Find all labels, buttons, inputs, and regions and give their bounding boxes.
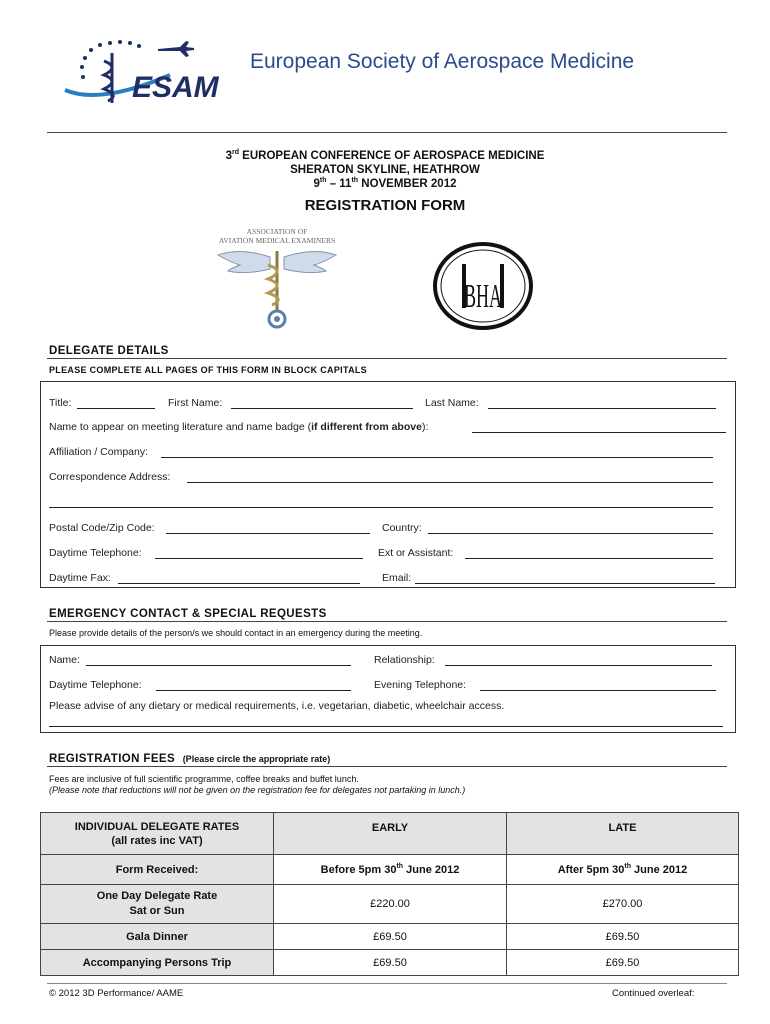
day-phone-label: Daytime Telephone: bbox=[49, 547, 142, 559]
affiliation-label: Affiliation / Company: bbox=[49, 446, 149, 458]
right-wing-icon bbox=[284, 251, 336, 272]
badge-name-label: Name to appear on meeting literature and name badge (if different from above): bbox=[49, 421, 429, 433]
caduceus-icon bbox=[268, 251, 285, 327]
country-field[interactable] bbox=[428, 533, 713, 534]
header-divider bbox=[47, 132, 727, 133]
emergency-name-label: Name: bbox=[49, 654, 80, 666]
delegate-instruction: PLEASE COMPLETE ALL PAGES OF THIS FORM IN BLOCK CAPITALS bbox=[49, 365, 367, 375]
footer-rule bbox=[47, 983, 727, 984]
early-price[interactable]: £69.50 bbox=[274, 950, 507, 976]
dietary-field[interactable] bbox=[49, 726, 723, 727]
postal-code-field[interactable] bbox=[166, 533, 370, 534]
evening-phone-field[interactable] bbox=[480, 690, 716, 691]
early-header: EARLY bbox=[274, 813, 507, 855]
conference-dates: 9th – 11th NOVEMBER 2012 bbox=[313, 177, 457, 190]
emergency-day-phone-label: Daytime Telephone: bbox=[49, 679, 142, 691]
title-label: Title: bbox=[49, 397, 72, 409]
first-name-label: First Name: bbox=[168, 397, 223, 409]
emergency-section-title: EMERGENCY CONTACT & SPECIAL REQUESTS bbox=[49, 608, 327, 620]
plane-icon bbox=[158, 41, 194, 57]
early-price[interactable]: £69.50 bbox=[274, 924, 507, 950]
email-field[interactable] bbox=[415, 583, 715, 584]
late-deadline: After 5pm 30th June 2012 bbox=[507, 855, 739, 885]
emergency-name-field[interactable] bbox=[86, 665, 351, 666]
early-deadline: Before 5pm 30th June 2012 bbox=[274, 855, 507, 885]
table-row bbox=[41, 924, 739, 950]
table-row bbox=[41, 950, 739, 976]
footer-continued: Continued overleaf: bbox=[612, 988, 695, 999]
fees-title-note: (Please circle the appropriate rate) bbox=[182, 754, 331, 764]
aame-line1: ASSOCIATION OF bbox=[246, 227, 308, 236]
fee-table bbox=[40, 812, 739, 976]
last-name-label: Last Name: bbox=[425, 397, 479, 409]
fees-note-2: (Please note that reductions will not be given on the registration fee for delegates not partaking in lunch.) bbox=[49, 785, 466, 795]
title-field[interactable] bbox=[77, 408, 155, 409]
left-wing-icon bbox=[218, 251, 270, 272]
rates-header-cell: INDIVIDUAL DELEGATE RATES (all rates inc VAT) bbox=[41, 813, 274, 855]
aame-logo bbox=[210, 225, 345, 330]
rate-label: Accompanying Persons Trip bbox=[41, 950, 274, 976]
country-label: Country: bbox=[382, 522, 422, 534]
ext-assistant-field[interactable] bbox=[465, 558, 713, 559]
late-price[interactable]: £69.50 bbox=[507, 950, 739, 976]
postal-code-label: Postal Code/Zip Code: bbox=[49, 522, 155, 534]
address-label: Correspondence Address: bbox=[49, 471, 171, 483]
bha-letters: BHA bbox=[464, 278, 503, 315]
conference-name: 3rd EUROPEAN CONFERENCE OF AEROSPACE MEDICINE bbox=[225, 149, 545, 162]
form-received-label: Form Received: bbox=[41, 855, 274, 885]
bha-logo bbox=[432, 242, 534, 330]
relationship-label: Relationship: bbox=[374, 654, 435, 666]
relationship-field[interactable] bbox=[445, 665, 712, 666]
ext-assistant-label: Ext or Assistant: bbox=[378, 547, 454, 559]
aame-line2: AVIATION MEDICAL EXAMINERS bbox=[218, 236, 336, 245]
form-received-row bbox=[41, 855, 739, 885]
fee-table-header-row bbox=[41, 813, 739, 855]
fax-label: Daytime Fax: bbox=[49, 572, 111, 584]
day-phone-field[interactable] bbox=[155, 558, 363, 559]
society-title: European Society of Aerospace Medicine bbox=[250, 50, 635, 73]
footer-copyright: © 2012 3D Performance/ AAME bbox=[49, 988, 184, 999]
esam-logo-text: ESAM bbox=[132, 71, 219, 104]
dietary-label: Please advise of any dietary or medical requirements, i.e. vegetarian, diabetic, wheelchair access. bbox=[49, 700, 505, 712]
fees-rule bbox=[47, 766, 727, 767]
rate-label: One Day Delegate Rate Sat or Sun bbox=[41, 885, 274, 924]
fax-field[interactable] bbox=[118, 583, 360, 584]
badge-name-field[interactable] bbox=[472, 432, 726, 433]
form-title: REGISTRATION FORM bbox=[304, 197, 466, 214]
emergency-day-phone-field[interactable] bbox=[156, 690, 351, 691]
conference-venue: SHERATON SKYLINE, HEATHROW bbox=[290, 164, 480, 176]
delegate-section-title: DELEGATE DETAILS bbox=[49, 345, 169, 357]
emergency-rule bbox=[47, 621, 727, 622]
late-price[interactable]: £270.00 bbox=[507, 885, 739, 924]
address-field-2[interactable] bbox=[49, 507, 713, 508]
delegate-rule bbox=[47, 358, 727, 359]
late-price[interactable]: £69.50 bbox=[507, 924, 739, 950]
emergency-instruction: Please provide details of the person/s we should contact in an emergency during the meeting. bbox=[49, 628, 423, 638]
table-row bbox=[41, 885, 739, 924]
rate-label: Gala Dinner bbox=[41, 924, 274, 950]
last-name-field[interactable] bbox=[488, 408, 716, 409]
first-name-field[interactable] bbox=[231, 408, 413, 409]
early-price[interactable]: £220.00 bbox=[274, 885, 507, 924]
address-field-1[interactable] bbox=[187, 482, 713, 483]
email-label: Email: bbox=[382, 572, 412, 584]
fees-note-1: Fees are inclusive of full scientific programme, coffee breaks and buffet lunch. bbox=[49, 774, 359, 784]
late-header: LATE bbox=[507, 813, 739, 855]
fees-section-title: REGISTRATION FEES (Please circle the appropriate rate) bbox=[49, 753, 331, 765]
affiliation-field[interactable] bbox=[161, 457, 713, 458]
evening-phone-label: Evening Telephone: bbox=[374, 679, 467, 691]
